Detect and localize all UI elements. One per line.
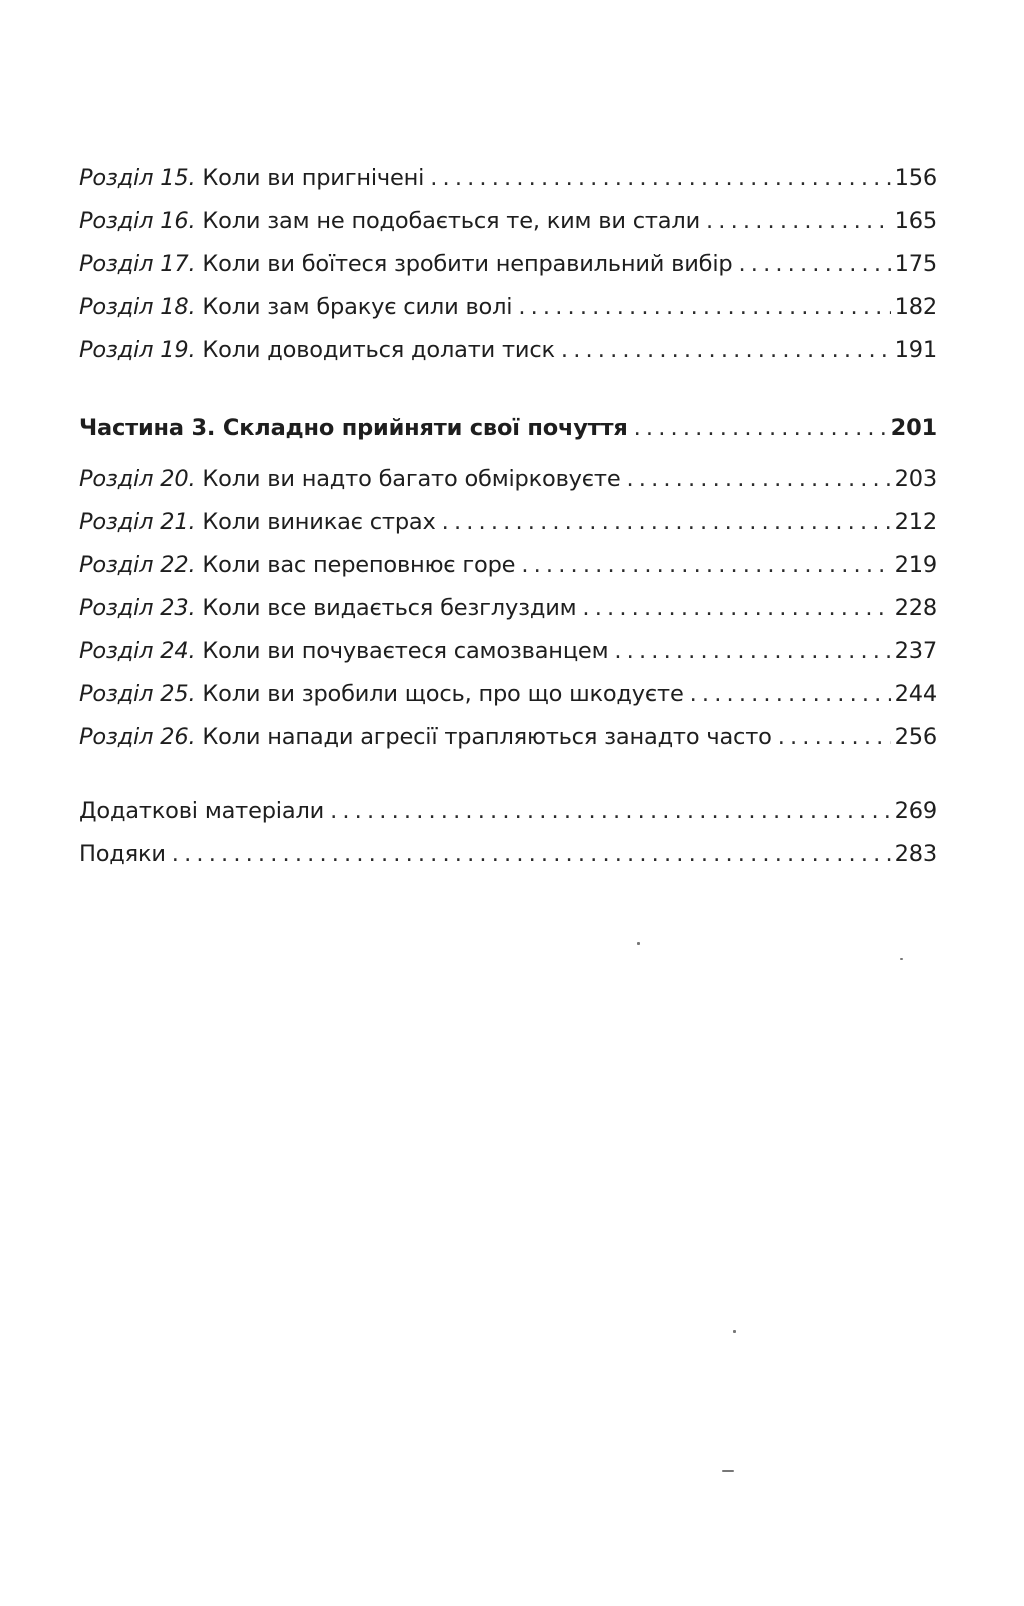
chapter-number: Розділ 21. bbox=[79, 509, 196, 535]
chapter-title: Коли вас переповнює горе bbox=[202, 552, 516, 578]
toc-entry-chapter-23 bbox=[79, 587, 937, 630]
chapter-number: Розділ 19. bbox=[79, 337, 196, 363]
toc-entry-part-3 bbox=[79, 407, 937, 450]
toc-entry-chapter-25 bbox=[79, 673, 937, 716]
scan-speck bbox=[733, 1330, 736, 1333]
toc-entry-chapter-19 bbox=[79, 329, 937, 372]
dot-leader bbox=[521, 544, 890, 587]
dot-leader bbox=[430, 157, 890, 200]
toc-entry-acknowledgements bbox=[79, 833, 937, 876]
page-number: 228 bbox=[894, 595, 937, 621]
chapter-title: Коли ви пригнічені bbox=[202, 165, 425, 191]
page-number: 156 bbox=[894, 165, 937, 191]
chapter-title: Коли напади агресії трапляються занадто часто bbox=[202, 724, 772, 750]
dot-leader bbox=[634, 407, 887, 450]
chapter-title: Коли ви почуваєтеся самозванцем bbox=[202, 638, 609, 664]
dot-leader bbox=[626, 458, 890, 501]
entry-title: Додаткові матеріали bbox=[79, 798, 325, 824]
chapter-number: Розділ 16. bbox=[79, 208, 196, 234]
chapter-number: Розділ 22. bbox=[79, 552, 196, 578]
chapter-number: Розділ 23. bbox=[79, 595, 196, 621]
chapter-number: Розділ 24. bbox=[79, 638, 196, 664]
toc-entry-chapter-24 bbox=[79, 630, 937, 673]
page-number: 191 bbox=[894, 337, 937, 363]
entry-title: Подяки bbox=[79, 841, 166, 867]
scan-speck bbox=[900, 958, 903, 960]
chapter-title: Коли все видається безглуздим bbox=[202, 595, 577, 621]
chapter-title: Коли ви надто багато обмірковуєте bbox=[202, 466, 621, 492]
chapter-title: Коли ви боїтеся зробити неправильний вибір bbox=[202, 251, 733, 277]
page-number: 256 bbox=[894, 724, 937, 750]
toc-part2-chapter-list bbox=[79, 157, 937, 372]
chapter-number: Розділ 15. bbox=[79, 165, 196, 191]
chapter-number: Розділ 18. bbox=[79, 294, 196, 320]
part-title: Частина 3. Складно прийняти свої почуття bbox=[79, 415, 628, 441]
page-number: 175 bbox=[894, 251, 937, 277]
dot-leader bbox=[172, 833, 891, 876]
chapter-title: Коли ви зробили щось, про що шкодуєте bbox=[202, 681, 684, 707]
dot-leader bbox=[778, 716, 891, 759]
toc-entry-chapter-17 bbox=[79, 243, 937, 286]
page-number: 269 bbox=[894, 798, 937, 824]
page-number: 212 bbox=[894, 509, 937, 535]
scan-speck bbox=[722, 1470, 734, 1472]
dot-leader bbox=[582, 587, 890, 630]
toc-entry-chapter-22 bbox=[79, 544, 937, 587]
chapter-title: Коли доводиться долати тиск bbox=[202, 337, 555, 363]
page-number: 203 bbox=[894, 466, 937, 492]
page-number: 219 bbox=[894, 552, 937, 578]
chapter-number: Розділ 20. bbox=[79, 466, 196, 492]
page-number: 244 bbox=[894, 681, 937, 707]
toc-entry-additional-materials bbox=[79, 790, 937, 833]
page-number: 165 bbox=[894, 208, 937, 234]
toc-entry-chapter-16 bbox=[79, 200, 937, 243]
dot-leader bbox=[738, 243, 890, 286]
toc-part3-section bbox=[79, 407, 937, 759]
toc-back-matter bbox=[79, 790, 937, 876]
dot-leader bbox=[330, 790, 891, 833]
chapter-number: Розділ 17. bbox=[79, 251, 196, 277]
chapter-title: Коли зам не подобається те, ким ви стали bbox=[202, 208, 700, 234]
page-number: 201 bbox=[890, 415, 937, 441]
page-number: 237 bbox=[894, 638, 937, 664]
dot-leader bbox=[690, 673, 891, 716]
dot-leader bbox=[706, 200, 891, 243]
chapter-title: Коли зам бракує сили волі bbox=[202, 294, 513, 320]
chapter-title: Коли виникає страх bbox=[202, 509, 436, 535]
scan-speck bbox=[637, 942, 640, 945]
page-number: 283 bbox=[894, 841, 937, 867]
toc-entry-chapter-26 bbox=[79, 716, 937, 759]
dot-leader bbox=[561, 329, 891, 372]
page-number: 182 bbox=[894, 294, 937, 320]
toc-entry-chapter-21 bbox=[79, 501, 937, 544]
chapter-number: Розділ 25. bbox=[79, 681, 196, 707]
toc-entry-chapter-15 bbox=[79, 157, 937, 200]
dot-leader bbox=[442, 501, 891, 544]
chapter-number: Розділ 26. bbox=[79, 724, 196, 750]
dot-leader bbox=[614, 630, 890, 673]
toc-entry-chapter-20 bbox=[79, 458, 937, 501]
toc-entry-chapter-18 bbox=[79, 286, 937, 329]
dot-leader bbox=[518, 286, 890, 329]
